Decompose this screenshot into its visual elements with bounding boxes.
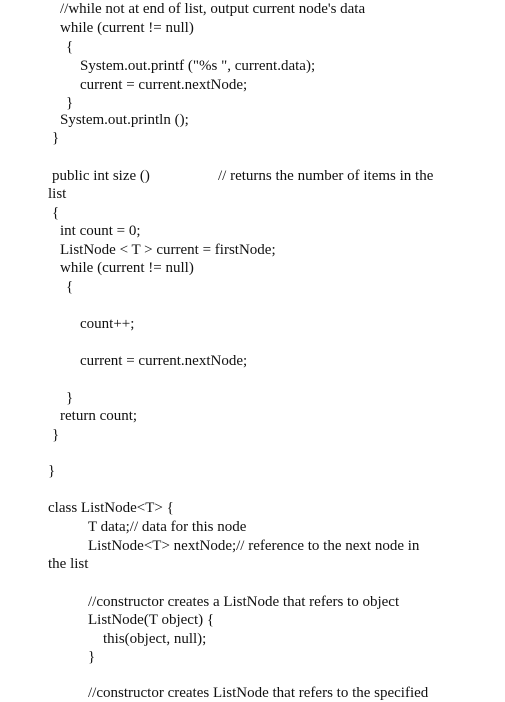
code-line: } [52, 130, 60, 146]
code-line: } [48, 463, 56, 479]
code-comment: //constructor creates a ListNode that refers to object [88, 594, 400, 610]
code-line: } [66, 95, 74, 111]
code-line: while (current != null) [60, 20, 194, 36]
code-line: } [88, 649, 96, 665]
code-line: ListNode < T > current = firstNode; [60, 242, 276, 258]
code-comment: // returns the number of items in the [218, 168, 434, 184]
code-line: count++; [80, 316, 135, 332]
code-line: T data;// data for this node [88, 519, 247, 535]
method-signature: public int size () [52, 168, 150, 184]
code-line: { [52, 205, 60, 221]
class-declaration: class ListNode<T> { [48, 500, 174, 516]
code-comment: //constructor creates ListNode that refers to the specified [88, 685, 429, 701]
code-line: } [66, 390, 74, 406]
code-line: } [52, 427, 60, 443]
code-line: int count = 0; [60, 223, 141, 239]
code-line: System.out.println (); [60, 112, 189, 128]
code-line: System.out.printf ("%s ", current.data); [80, 58, 316, 74]
code-line: while (current != null) [60, 260, 194, 276]
code-line: current = current.nextNode; [80, 353, 248, 369]
code-line: this(object, null); [103, 631, 207, 647]
code-line: { [66, 279, 74, 295]
code-line: list [48, 186, 67, 202]
code-line: { [66, 39, 74, 55]
code-line: ListNode(T object) { [88, 612, 215, 628]
code-line: return count; [60, 408, 138, 424]
code-line: //while not at end of list, output current node's data [60, 1, 366, 17]
code-line: the list [48, 556, 89, 572]
code-line: current = current.nextNode; [80, 77, 248, 93]
code-line: ListNode<T> nextNode;// reference to the next node in [88, 538, 420, 554]
